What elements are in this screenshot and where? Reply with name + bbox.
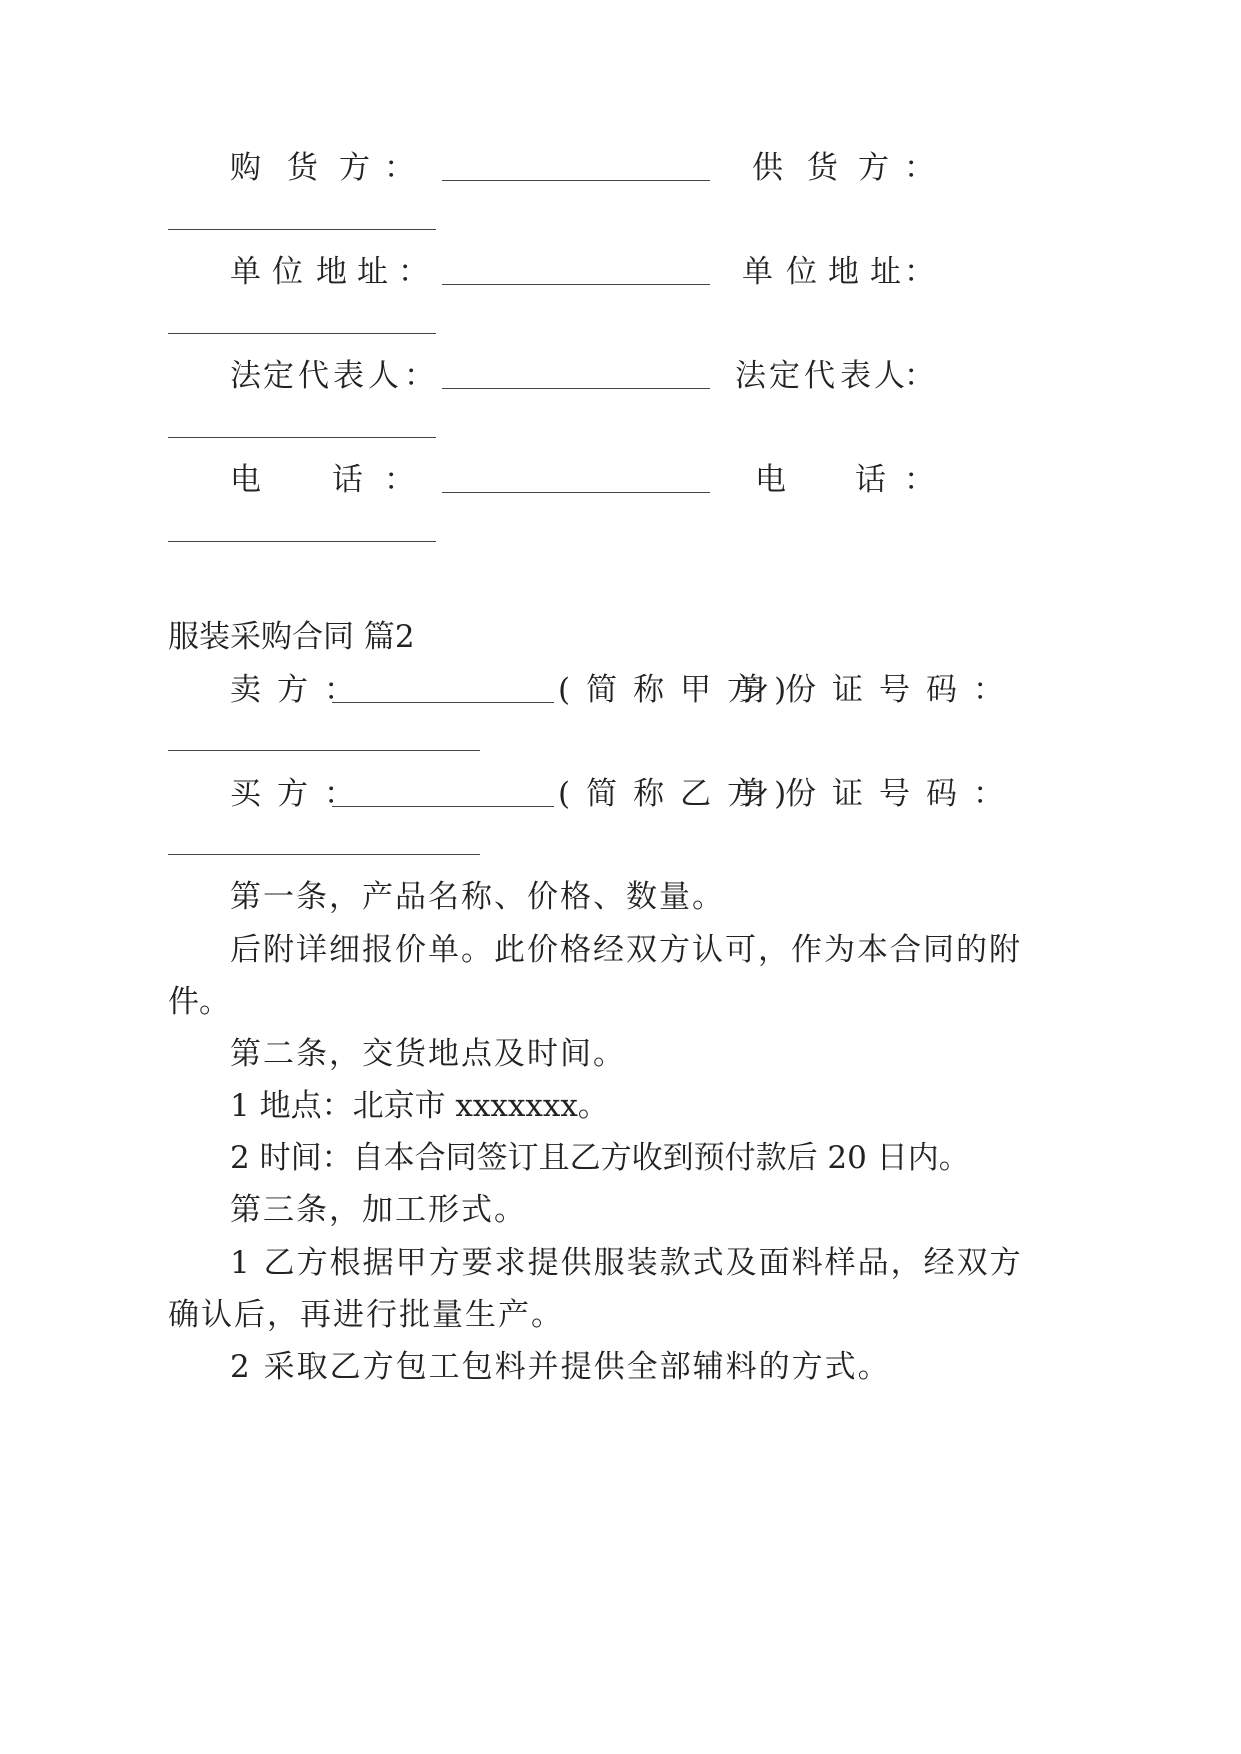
purchaser-rep-char-4: 表 — [333, 358, 364, 394]
purchaser-name-blank — [442, 180, 710, 181]
buyer-id-label: 身份证号码： — [738, 776, 1020, 812]
supplier-address-char-3: 地 — [828, 254, 859, 290]
seller-id-blank — [168, 750, 480, 751]
supplier-address-colon: ： — [904, 254, 935, 290]
supplier-phone-char-2: 话 — [855, 462, 886, 498]
supplier-rep-char-1: 法 — [735, 358, 766, 394]
supplier-rep-char-5: 人 — [874, 358, 905, 394]
section-title: 服装采购合同 篇2 — [168, 619, 415, 655]
supplier-rep-colon: ： — [904, 358, 935, 394]
supplier-label-char-3: 方 — [858, 150, 889, 186]
purchaser-phone-blank — [442, 492, 710, 493]
purchaser-address-char-3: 地 — [316, 254, 347, 290]
supplier-address-blank — [168, 333, 436, 334]
purchaser-address-char-1: 单 — [230, 254, 261, 290]
seller-id-label: 身份证号码： — [738, 672, 1020, 708]
purchaser-address-blank — [442, 284, 710, 285]
article-1-text-line-1: 后附详细报价单。此价格经双方认可，作为本合同的附 — [230, 932, 1022, 968]
supplier-address-char-4: 址 — [870, 254, 901, 290]
purchaser-rep-colon: ： — [404, 358, 435, 394]
supplier-phone-blank — [168, 541, 436, 542]
supplier-rep-char-3: 代 — [804, 358, 835, 394]
article-2-location: 1 地点：北京市 xxxxxxx。 — [230, 1088, 609, 1124]
purchaser-rep-char-2: 定 — [263, 358, 294, 394]
seller-abbr: (简称甲方) — [558, 672, 803, 708]
seller-label: 卖方： — [230, 672, 371, 708]
supplier-label-char-2: 货 — [807, 150, 838, 186]
purchaser-rep-char-1: 法 — [230, 358, 261, 394]
seller-name-blank — [332, 702, 554, 703]
article-3-heading: 第三条，加工形式。 — [230, 1192, 527, 1228]
buyer-id-blank — [168, 854, 480, 855]
purchaser-address-char-4: 址 — [357, 254, 388, 290]
supplier-rep-char-2: 定 — [769, 358, 800, 394]
purchaser-address-colon: ： — [398, 254, 429, 290]
purchaser-phone-char-1: 电 — [230, 462, 261, 498]
supplier-phone-colon: ： — [904, 462, 935, 498]
supplier-label-char-1: 供 — [752, 150, 783, 186]
buyer-label: 买方： — [230, 776, 371, 812]
article-2-heading: 第二条，交货地点及时间。 — [230, 1036, 626, 1072]
buyer-abbr: (简称乙方) — [558, 776, 803, 812]
article-1-text-line-2: 件。 — [168, 984, 230, 1020]
purchaser-label-char-2: 货 — [287, 150, 318, 186]
purchaser-address-char-2: 位 — [272, 254, 303, 290]
supplier-name-blank — [168, 229, 436, 230]
purchaser-label-char-1: 购 — [230, 150, 261, 186]
supplier-address-char-1: 单 — [742, 254, 773, 290]
purchaser-label-char-3: 方 — [339, 150, 370, 186]
purchaser-colon: ： — [384, 150, 415, 186]
article-2-time: 2 时间：自本合同签订且乙方收到预付款后 20 日内。 — [230, 1140, 970, 1176]
article-3-item-2: 2 采取乙方包工包料并提供全部辅料的方式。 — [230, 1349, 891, 1385]
supplier-phone-char-1: 电 — [755, 462, 786, 498]
purchaser-phone-char-2: 话 — [332, 462, 363, 498]
buyer-name-blank — [332, 806, 554, 807]
article-1-heading: 第一条，产品名称、价格、数量。 — [230, 879, 725, 915]
supplier-address-char-2: 位 — [786, 254, 817, 290]
supplier-rep-char-4: 表 — [840, 358, 871, 394]
purchaser-rep-char-3: 代 — [298, 358, 329, 394]
supplier-colon: ： — [904, 150, 935, 186]
supplier-rep-blank — [168, 437, 436, 438]
article-3-item-1-line-2: 确认后，再进行批量生产。 — [168, 1297, 564, 1333]
article-3-item-1-line-1: 1 乙方根据甲方要求提供服装款式及面料样品，经双方 — [230, 1245, 1023, 1281]
purchaser-rep-char-5: 人 — [368, 358, 399, 394]
purchaser-rep-blank — [442, 388, 710, 389]
purchaser-phone-colon: ： — [384, 462, 415, 498]
